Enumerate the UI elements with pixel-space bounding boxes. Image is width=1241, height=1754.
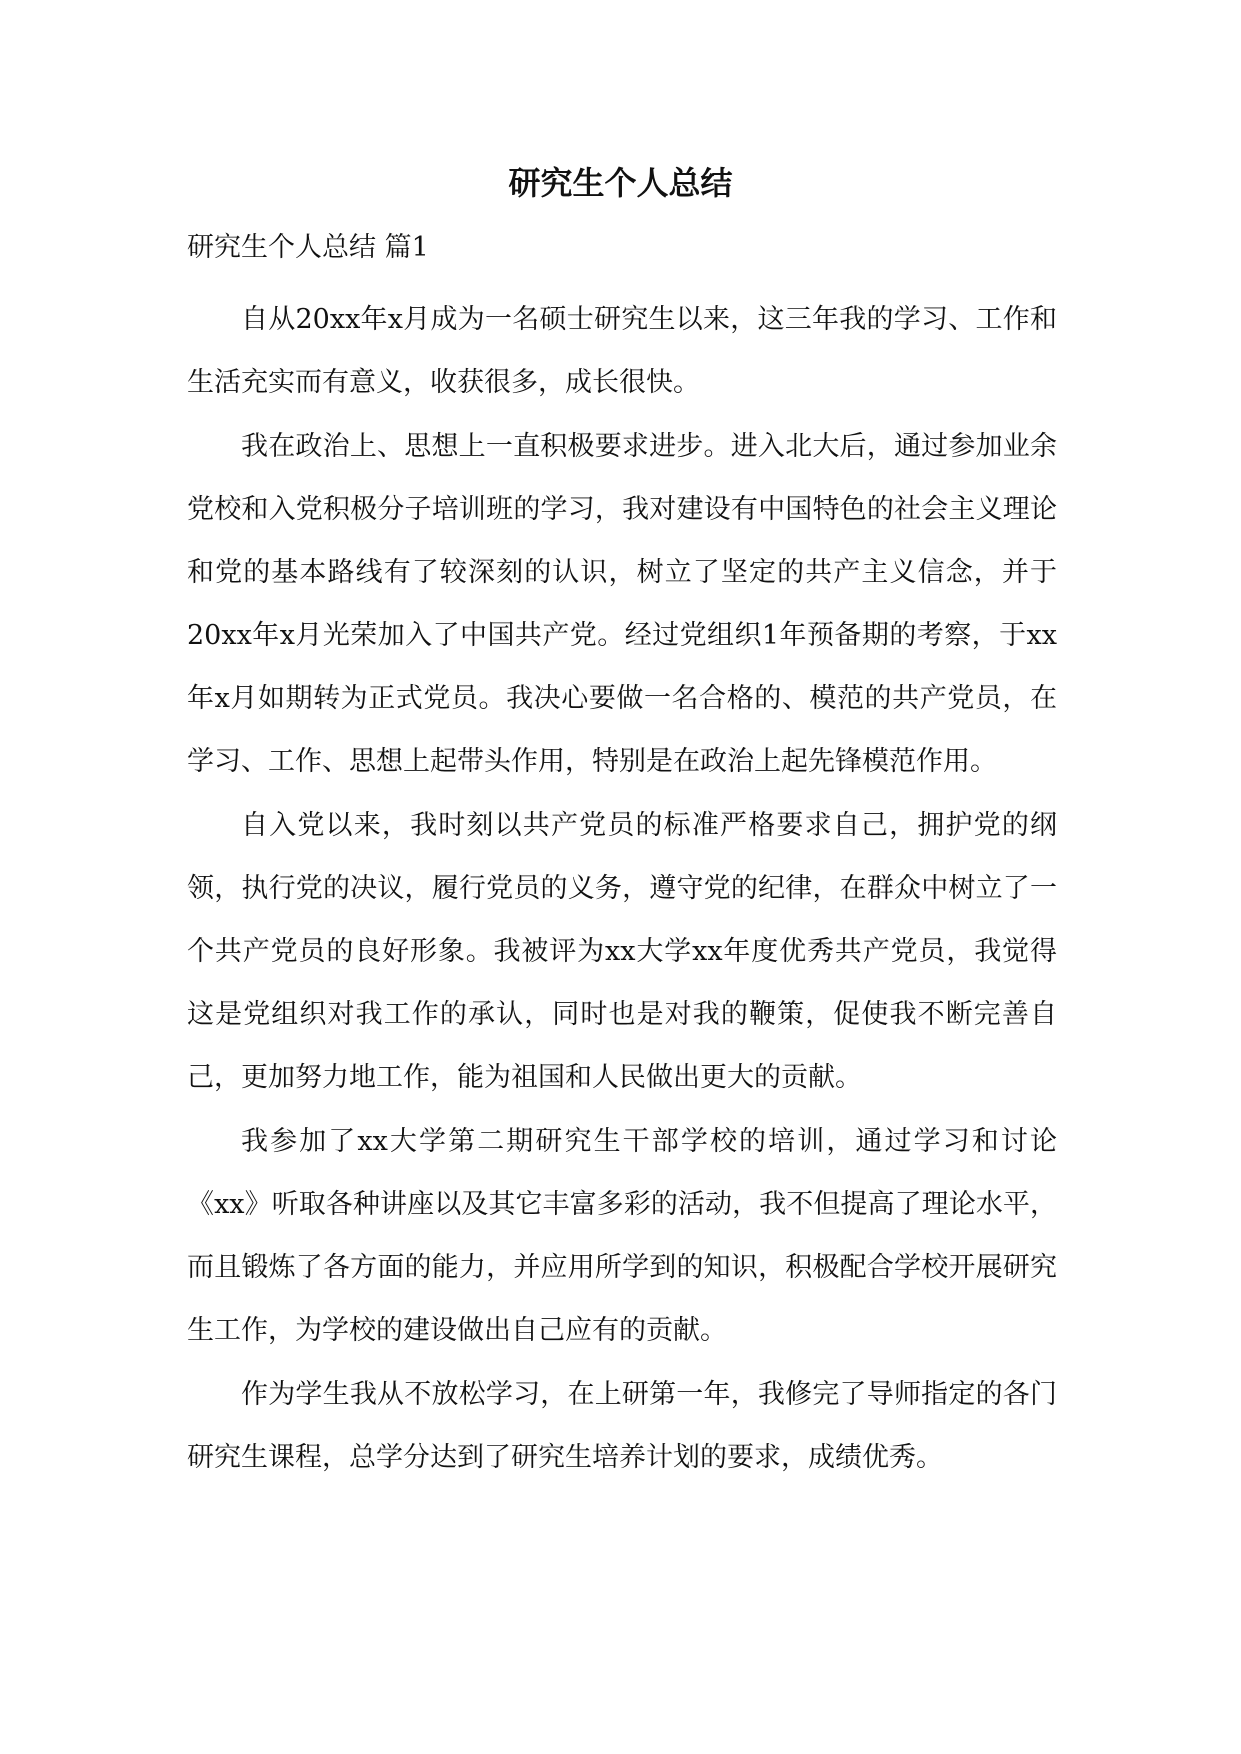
paragraph: 作为学生我从不放松学习，在上研第一年，我修完了导师指定的各门研究生课程，总学分达到了研究生培养计划的要求，成绩优秀。	[187, 1379, 1057, 1473]
document-body	[187, 288, 1057, 1490]
section-heading: 研究生个人总结 篇1	[187, 232, 429, 263]
paragraph: 自入党以来，我时刻以共产党员的标准严格要求自己，拥护党的纲领，执行党的决议，履行党员的义务，遵守党的纪律，在群众中树立了一个共产党员的良好形象。我被评为xx大学xx年度优秀共产党员，我觉得这是党组织对我工作的承认，同时也是对我的鞭策，促使我不断完善自己，更加努力地工作，能为祖国和人民做出更大的贡献。	[187, 810, 1057, 1093]
paragraph: 我参加了xx大学第二期研究生干部学校的培训，通过学习和讨论《xx》听取各种讲座以及其它丰富多彩的活动，我不但提高了理论水平，而且锻炼了各方面的能力，并应用所学到的知识，积极配合学校开展研究生工作，为学校的建设做出自己应有的贡献。	[187, 1126, 1057, 1346]
paragraph: 我在政治上、思想上一直积极要求进步。进入北大后，通过参加业余党校和入党积极分子培训班的学习，我对建设有中国特色的社会主义理论和党的基本路线有了较深刻的认识，树立了坚定的共产主义信念，并于20xx年x月光荣加入了中国共产党。经过党组织1年预备期的考察，于xx年x月如期转为正式党员。我决心要做一名合格的、模范的共产党员，在学习、工作、思想上起带头作用，特别是在政治上起先锋模范作用。	[187, 431, 1057, 777]
paragraph: 自从20xx年x月成为一名硕士研究生以来，这三年我的学习、工作和生活充实而有意义，收获很多，成长很快。	[187, 304, 1057, 398]
document-title: 研究生个人总结	[508, 164, 733, 202]
